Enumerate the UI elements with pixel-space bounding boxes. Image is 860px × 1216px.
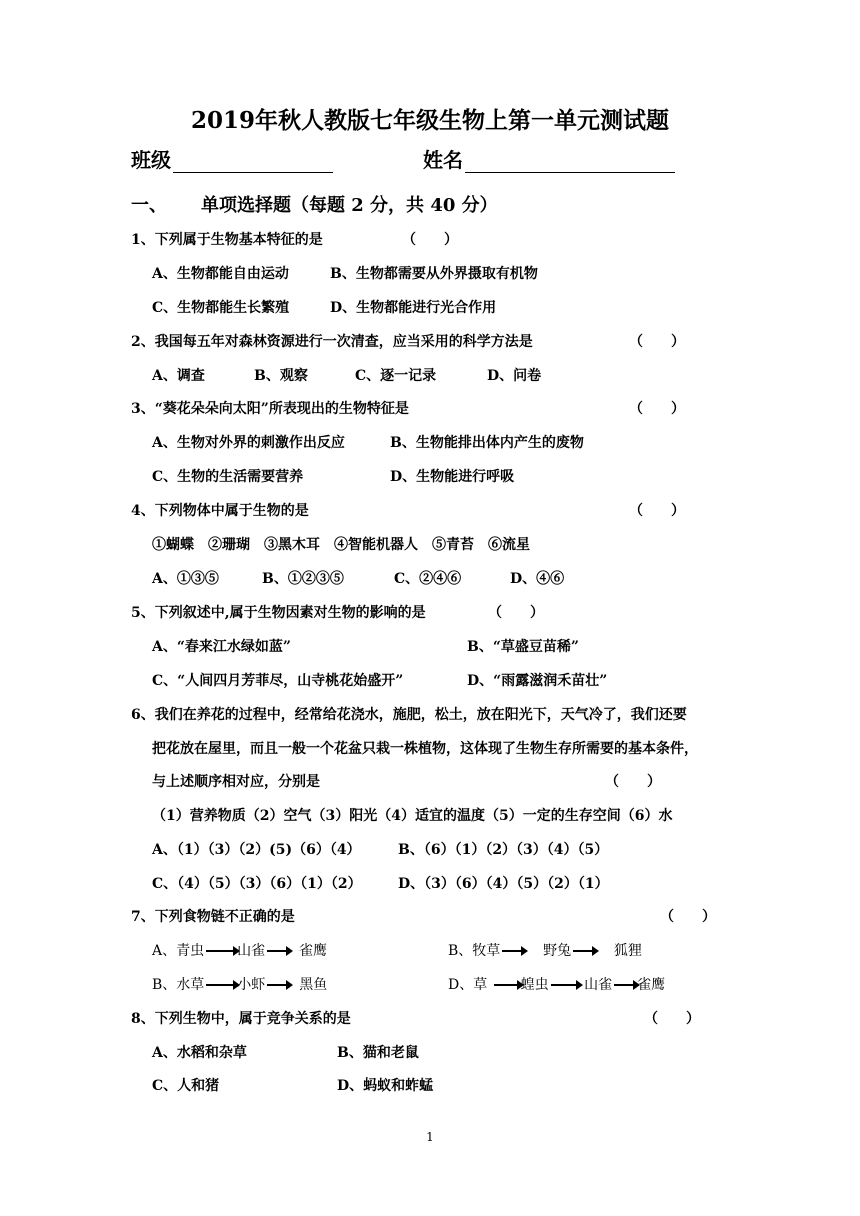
- question-4-option-b: B、①②③⑤: [262, 571, 344, 587]
- question-6-stem-line-2: 把花放在屋里，而且一般一个花盆只栽一株植物，这体现了生物生存所需要的基本条件，: [152, 741, 698, 757]
- question-6-stem-line-1: 6、我们在养花的过程中，经常给花浇水，施肥，松土，放在阳光下，天气冷了，我们还要: [131, 707, 687, 723]
- arrow-right-icon: [573, 950, 593, 952]
- section-text: 单项选择题（每题 2 分，共 40 分）: [201, 195, 498, 216]
- question-4-items: ①蝴蝶 ②珊瑚 ③黑木耳 ④智能机器人 ⑤青苔 ⑥流星: [152, 537, 530, 553]
- name-blank[interactable]: [465, 152, 675, 173]
- question-2-option-d: D、问卷: [487, 368, 542, 384]
- question-4-stem: 4、下列物体中属于生物的是: [131, 503, 309, 519]
- arrow-right-icon: [206, 984, 234, 986]
- arrow-right-icon: [267, 984, 287, 986]
- food-chain-node: 牧草: [472, 943, 501, 959]
- food-chain-node: 山雀: [584, 977, 613, 993]
- class-blank[interactable]: [173, 152, 333, 173]
- question-7-answer-blank: （ ）: [660, 909, 716, 925]
- food-chain-node: 野兔: [543, 943, 572, 959]
- question-4-option-a: A、①③⑤: [152, 571, 219, 587]
- question-5-answer-blank: （ ）: [488, 605, 544, 621]
- question-2-option-b: B、观察: [254, 368, 308, 384]
- question-5-option-c: C、“人间四月芳菲尽，山寺桃花始盛开”: [152, 673, 404, 689]
- question-8-option-b: B、猫和老鼠: [337, 1045, 419, 1061]
- question-4-option-d: D、④⑥: [510, 571, 565, 587]
- section-heading: [131, 191, 498, 217]
- question-5-option-d: D、“雨露滋润禾苗壮”: [467, 673, 608, 689]
- question-7-option-a: [152, 942, 327, 960]
- question-6-stem-line-3: 与上述顺序相对应，分别是: [152, 774, 320, 790]
- arrow-right-icon: [502, 950, 522, 952]
- page-number: 1: [426, 1130, 434, 1144]
- question-2-answer-blank: （ ）: [629, 334, 685, 350]
- food-chain-node: 雀鹰: [637, 977, 666, 993]
- question-1-option-a: A、生物都能自由运动: [152, 266, 289, 282]
- arrow-right-icon: [206, 950, 234, 952]
- question-3-answer-blank: （ ）: [629, 401, 685, 417]
- question-1-option-d: D、生物都能进行光合作用: [330, 300, 497, 316]
- question-8-option-c: C、人和猪: [152, 1078, 220, 1094]
- question-7-option-d: [448, 976, 665, 994]
- food-chain-label: B、: [448, 943, 473, 959]
- question-3-option-d: D、生物能进行呼吸: [390, 469, 515, 485]
- food-chain-label: D、: [448, 977, 474, 993]
- section-number: 一、: [131, 195, 167, 216]
- food-chain-node: 黑鱼: [299, 977, 328, 993]
- food-chain-node: 雀鹰: [299, 943, 328, 959]
- arrow-right-icon: [551, 984, 577, 986]
- name-field: [423, 144, 675, 173]
- question-4-option-c: C、②④⑥: [394, 571, 462, 587]
- question-2-stem: 2、我国每五年对森林资源进行一次清查，应当采用的科学方法是: [131, 334, 533, 350]
- question-1-option-b: B、生物都需要从外界摄取有机物: [330, 266, 538, 282]
- class-label: 班级: [131, 148, 171, 172]
- food-chain-label: A、: [152, 943, 177, 959]
- food-chain-node: 蝗虫: [520, 977, 549, 993]
- food-chain-label: B、: [152, 977, 177, 993]
- question-6-option-a: A、（1）（3）（2）(5)（6）（4）: [152, 842, 361, 858]
- question-7-stem: 7、下列食物链不正确的是: [131, 909, 295, 925]
- page-title: 2019年秋人教版七年级生物上第一单元测试题: [190, 107, 669, 134]
- question-2-option-a: A、调查: [152, 368, 205, 384]
- question-3-option-a: A、生物对外界的刺激作出反应: [152, 435, 345, 451]
- question-6-answer-blank: （ ）: [605, 774, 661, 790]
- food-chain-node: 青虫: [176, 943, 205, 959]
- question-6-option-c: C、（4）（5）（3）（6）（1）（2）: [152, 876, 362, 892]
- question-1-answer-blank: （ ）: [402, 232, 458, 248]
- question-8-stem: 8、下列生物中，属于竞争关系的是: [131, 1011, 351, 1027]
- question-3-option-b: B、生物能排出体内产生的废物: [390, 435, 584, 451]
- food-chain-node: 水草: [176, 977, 205, 993]
- food-chain-node: 狐狸: [613, 943, 642, 959]
- question-1-stem: 1、下列属于生物基本特征的是: [131, 232, 323, 248]
- food-chain-node: 山雀: [237, 943, 266, 959]
- question-1-option-c: C、生物都能生长繁殖: [152, 300, 290, 316]
- name-label: 姓名: [423, 148, 463, 172]
- question-3-stem: 3、“葵花朵朵向太阳”所表现出的生物特征是: [131, 401, 409, 417]
- question-3-option-c: C、生物的生活需要营养: [152, 469, 304, 485]
- question-8-option-a: A、水稻和杂草: [152, 1045, 247, 1061]
- food-chain-node: 草: [473, 977, 488, 993]
- question-7-option-c: [152, 976, 327, 994]
- question-7-option-b: [448, 942, 642, 960]
- question-6-option-d: D、（3）（6）（4）（5）（2）（1）: [398, 876, 609, 892]
- arrow-right-icon: [267, 950, 287, 952]
- food-chain-node: 小虾: [237, 977, 266, 993]
- question-8-option-d: D、蚂蚁和蚱蜢: [337, 1078, 434, 1094]
- question-4-answer-blank: （ ）: [629, 503, 685, 519]
- question-6-option-b: B、（6）（1）（2）（3）（4）（5）: [398, 842, 609, 858]
- question-8-answer-blank: （ ）: [644, 1011, 700, 1027]
- question-5-stem: 5、下列叙述中,属于生物因素对生物的影响的是: [131, 605, 426, 621]
- arrow-right-icon: [494, 984, 518, 986]
- question-5-option-a: A、“春来江水绿如蓝”: [152, 639, 291, 655]
- question-6-items: （1）营养物质（2）空气（3）阳光（4）适宜的温度（5）一定的生存空间（6）水: [152, 808, 673, 824]
- question-5-option-b: B、“草盛豆苗稀”: [467, 639, 579, 655]
- class-field: [131, 144, 333, 173]
- arrow-right-icon: [614, 984, 634, 986]
- question-2-option-c: C、逐一记录: [355, 368, 437, 384]
